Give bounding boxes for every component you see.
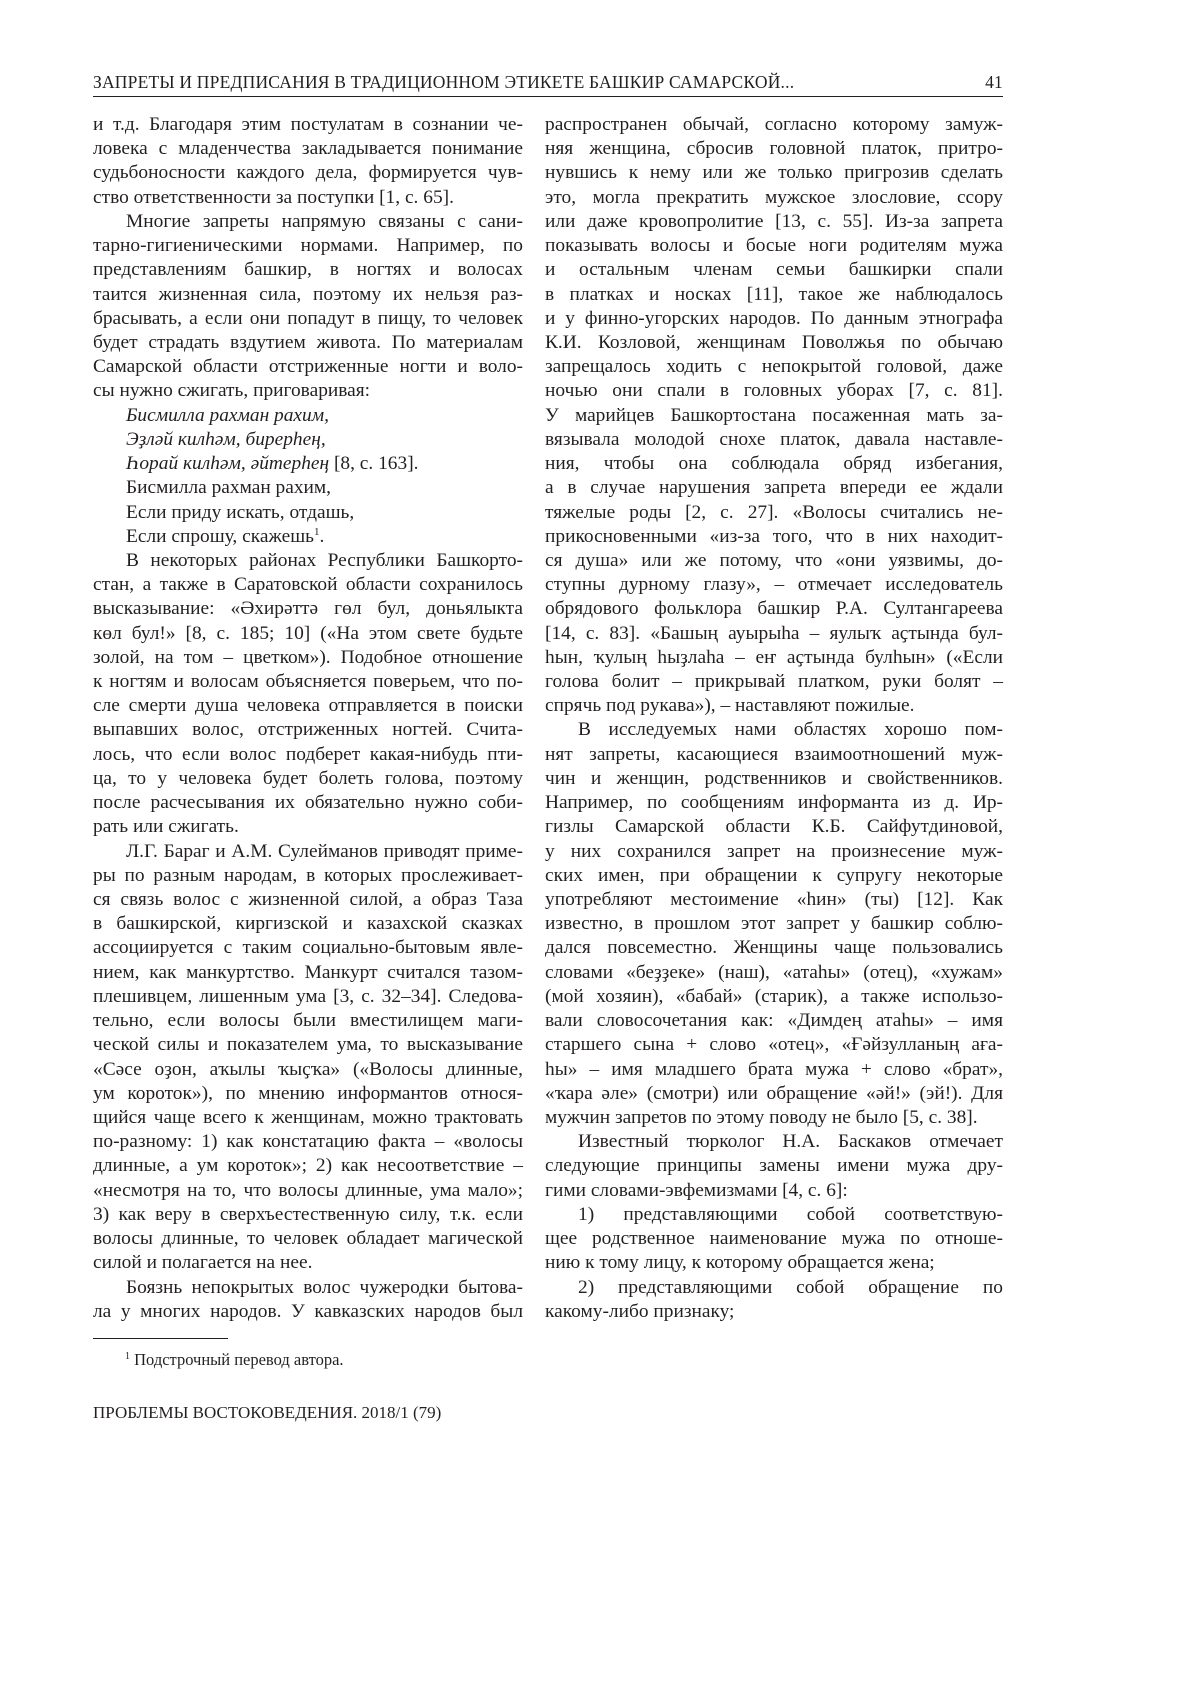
text-line: (мой хозяин), «бабай» (старик), а также использо-: [545, 985, 1003, 1007]
text-line: ла у многих народов. У кавказских народов был: [93, 1300, 523, 1322]
text-line: обрядового фольклора башкир Р.А. Султангареева: [545, 598, 1003, 620]
text-line: показывать волосы и босые ноги родителям мужа: [545, 235, 1003, 257]
text-line: вали словосочетания как: «Димдең атаһы» – имя: [545, 1010, 1003, 1032]
text-line: представлениям башкир, в ногтях и волосах: [93, 259, 523, 281]
paragraph: [93, 210, 523, 404]
text-line: ся душа» или же потому, что «они уязвимы, до-: [545, 549, 1003, 571]
paragraph: [545, 1130, 1003, 1203]
text-line: выпавших волос, отстриженных ногтей. Счита-: [93, 719, 523, 741]
text-line: рать или сжигать.: [93, 816, 239, 838]
text-line: 3) как веру в сверхъестественную силу, т.к. если: [93, 1203, 523, 1225]
text-line: длинные, а ум короток»; 2) как несоответствие –: [93, 1155, 523, 1177]
text-line: судьбоносности каждого дела, формируется чув-: [93, 162, 523, 184]
text-line: 2) представляющими собой обращение по: [578, 1276, 1003, 1298]
text-line: К.И. Козловой, женщинам Поволжья по обычаю: [545, 331, 1003, 353]
text-line: «несмотря на то, что волосы длинные, ума мало»;: [93, 1179, 523, 1201]
paragraph: [545, 1203, 1003, 1276]
page-number: 41: [985, 72, 1003, 92]
paragraph: [93, 113, 523, 210]
text-line: ступны дурному глазу», – отмечает исследователь: [545, 574, 1003, 596]
text-line: употребляют местоимение «һин» (ты) [12]. Как: [545, 889, 1003, 910]
verse-line: [93, 501, 523, 525]
text-line: в платках и носках [11], такое же наблюдалось: [545, 283, 1003, 305]
text-line: сле смерти душа человека отправляется в поиски: [93, 695, 523, 717]
text-line: высказывание: «Әхирәттә гөл бул, доньялыкта: [93, 598, 523, 620]
verse-text-italic: Эҙләй килһәм, бирерһең,: [126, 428, 326, 450]
text-line: няя женщина, сбросив головной платок, притро-: [545, 138, 1003, 160]
text-line: плешивцем, лишенным ума [3, с. 32–34]. Следова-: [93, 985, 523, 1007]
text-line: к ногтям и волосам объясняется поверьем, что по-: [93, 671, 523, 693]
text-line: У марийцев Башкортостана посаженная мать за-: [545, 404, 1003, 426]
verse-line: [93, 525, 523, 549]
text-line: ческой силы и показателем ума, то высказывание: [93, 1034, 523, 1056]
text-line: распространен обычай, согласно которому замуж-: [545, 114, 1003, 135]
text-line: ночью они спали в головных уборах [7, с. 81].: [545, 380, 1003, 402]
paragraph: [545, 718, 1003, 1130]
text-line: Л.Г. Бараг и А.М. Сулейманов приводят приме-: [126, 840, 523, 862]
text-line: гизлы Самарской области К.Б. Сайфутдиновой,: [545, 816, 1003, 838]
text-line: «ҡара әле» (смотри) или обращение «әй!» (эй!). Для: [545, 1082, 1003, 1104]
text-line: и остальным членам семьи башкирки спали: [545, 259, 1003, 281]
verse-text-italic: Һорай килһәм, әйтерһең: [126, 453, 330, 475]
text-line: Например, по сообщениям информанта из д. Ир-: [545, 792, 1003, 814]
text-line: В исследуемых нами областях хорошо пом-: [578, 719, 1003, 741]
verse-text-italic: Бисмилла рахман рахим,: [126, 404, 329, 426]
text-line: ры по разным народам, в которых прослеживает-: [93, 864, 523, 886]
text-line: тарно-гигиеническими нормами. Например, по: [93, 235, 523, 257]
text-line: ум короток»), по мнению информантов относя-: [93, 1082, 523, 1104]
text-line: [14, с. 83]. «Башың ауырыһа – яулыҡ аҫтында бул-: [545, 622, 1003, 644]
text-line: силой и полагается на нее.: [93, 1252, 313, 1274]
footnote-divider: [93, 1338, 228, 1339]
footnote-text: Подстрочный перевод автора.: [130, 1350, 344, 1369]
text-line: көл бул!» [8, с. 185; 10] («На этом свете будьте: [93, 622, 523, 644]
text-line: В некоторых районах Республики Башкорто-: [126, 549, 523, 571]
text-line: какому-либо признаку;: [545, 1300, 735, 1322]
text-line: дался повсеместно. Женщины чаще пользовались: [545, 937, 1003, 959]
text-line: ца, то у человека будет болеть голова, поэтому: [93, 767, 523, 789]
text-line: золой, на том – цветком»). Подобное отношение: [93, 646, 523, 668]
text-line: нят запреты, касающиеся взаимоотношений муж-: [545, 743, 1003, 765]
running-header: [93, 68, 1003, 97]
text-line: прикосновенными «из-за того, что в них находит-: [545, 525, 1003, 547]
paragraph: [545, 113, 1003, 718]
footnote-ref: 1: [313, 525, 320, 538]
verse-text: Если приду искать, отдашь,: [126, 501, 355, 523]
paragraph: [93, 840, 523, 1276]
left-column: [93, 113, 523, 1324]
text-line: нием, как манкуртство. Манкурт считался тазом-: [93, 961, 523, 983]
text-line: словами «беҙҙеке» (наш), «атаһы» (отец), «хужам»: [545, 961, 1003, 983]
footnote-marker: 1: [125, 1351, 130, 1362]
text-line: нувшись к нему или же только пригрозив сделать: [545, 162, 1003, 184]
text-line: брасывать, а если они попадут в пищу, то человек: [93, 307, 523, 329]
text-line: «Сәсе оҙон, аҡылы ҡыҫҡа» («Волосы длинные,: [93, 1058, 523, 1080]
text-line: ских имен, при обращении к супругу некоторые: [545, 864, 1003, 886]
text-line: и у финно-угорских народов. По данным этнографа: [545, 307, 1003, 329]
text-line: Известный тюрколог Н.А. Баскаков отмечает: [578, 1131, 1003, 1153]
text-line: в башкирской, киргизской и казахской сказках: [93, 913, 523, 935]
text-line: тяжелые роды [2, с. 27]. «Волосы считались не-: [545, 501, 1003, 523]
text-line: спрячь под рукава»), – наставляют пожилые.: [545, 695, 915, 717]
text-line: ния, чтобы она соблюдала обряд избегания,: [545, 453, 1003, 475]
text-line: будет страдать вздутием живота. По материалам: [93, 331, 523, 353]
verse-line: [93, 476, 523, 500]
paragraph: [93, 1276, 523, 1324]
text-line: после расчесывания их обязательно нужно соби-: [93, 792, 523, 814]
text-line: Многие запреты напрямую связаны с сани-: [126, 210, 523, 232]
right-column: [545, 113, 1003, 1324]
verse-line: [93, 452, 523, 476]
verse-line: [93, 428, 523, 452]
text-line: нию к тому лицу, к которому обращается жена;: [545, 1252, 935, 1274]
text-line: следующие принципы замены имени мужа дру-: [545, 1155, 1003, 1177]
running-title: ЗАПРЕТЫ И ПРЕДПИСАНИЯ В ТРАДИЦИОННОМ ЭТИКЕТЕ БАШКИР САМАРСКОЙ...: [93, 72, 795, 92]
text-line: сы нужно сжигать, приговаривая:: [93, 380, 371, 402]
text-line: запрещалось ходить с непокрытой головой, даже: [545, 356, 1003, 378]
text-line: известно, в прошлом этот запрет у башкир соблю-: [545, 913, 1003, 935]
text-line: щийся чаще всего к женщинам, можно трактовать: [93, 1106, 523, 1128]
verse-text: Бисмилла рахман рахим,: [126, 477, 332, 499]
text-line: Боязнь непокрытых волос чужеродки бытова-: [126, 1276, 523, 1298]
text-line: ство ответственности за поступки [1, с. 65].: [93, 186, 454, 208]
text-line: старшего сына + слово «отец», «Ғәйзулланың аға-: [545, 1034, 1003, 1056]
text-line: это, могла прекратить мужское злословие, ссору: [545, 186, 1003, 208]
text-line: лось, что если волос подберет какая-нибудь пти-: [93, 743, 523, 765]
paragraph: [93, 549, 523, 840]
text-line: у них сохранился запрет на произнесение муж-: [545, 840, 1003, 862]
text-line: һын, ҡулың һыҙлаһа – еҥ аҫтында булһын» («Если: [545, 646, 1003, 668]
text-line: мужчин запретов по этому поводу не было [5, с. 38].: [545, 1106, 978, 1128]
text-line: ассоциируется с таким социально-бытовым явле-: [93, 937, 523, 959]
text-line: гими словами-эвфемизмами [4, с. 6]:: [545, 1179, 848, 1201]
verse-line: [93, 404, 523, 428]
text-line: и т.д. Благодаря этим постулатам в сознании че-: [93, 114, 523, 135]
text-line: щее родственное наименование мужа по отноше-: [545, 1228, 1003, 1250]
verse-block: [93, 404, 523, 549]
paragraph: [545, 1276, 1003, 1324]
text-line: вязывала молодой снохе платок, давала наставле-: [545, 428, 1003, 450]
text-line: по-разному: 1) как констатацию факта – «волосы: [93, 1131, 523, 1153]
footnote: [125, 1350, 344, 1370]
text-line: голова болит – прикрывай платком, руки болят –: [545, 671, 1003, 693]
verse-tail: .: [319, 525, 325, 547]
text-line: а в случае нарушения запрета впереди ее ждали: [545, 477, 1003, 499]
text-line: или даже кровопролитие [13, с. 55]. Из-за запрета: [545, 210, 1003, 232]
text-line: волосы длинные, то человек обладает магической: [93, 1228, 523, 1250]
text-line: таится жизненная сила, поэтому их нельзя раз-: [93, 283, 523, 305]
text-line: ловека с младенчества закладывается понимание: [93, 138, 523, 160]
verse-text: Если спрошу, скажешь: [126, 525, 314, 547]
text-line: 1) представляющими собой соответствую-: [578, 1203, 1003, 1225]
text-line: чин и женщин, родственников и свойственников.: [545, 767, 1003, 789]
text-line: тельно, если волосы были вместилищем маги-: [93, 1010, 523, 1032]
journal-footer: ПРОБЛЕМЫ ВОСТОКОВЕДЕНИЯ. 2018/1 (79): [93, 1403, 442, 1422]
text-line: ся связь волос с жизненной силой, а образ Таза: [93, 889, 523, 910]
text-line: Самарской области отстриженные ногти и воло-: [93, 356, 523, 378]
text-line: стан, а также в Саратовской области сохранилось: [93, 574, 523, 596]
text-line: һы» – имя младшего брата мужа + слово «брат»,: [545, 1058, 1003, 1080]
verse-tail: [8, с. 163].: [329, 453, 419, 475]
